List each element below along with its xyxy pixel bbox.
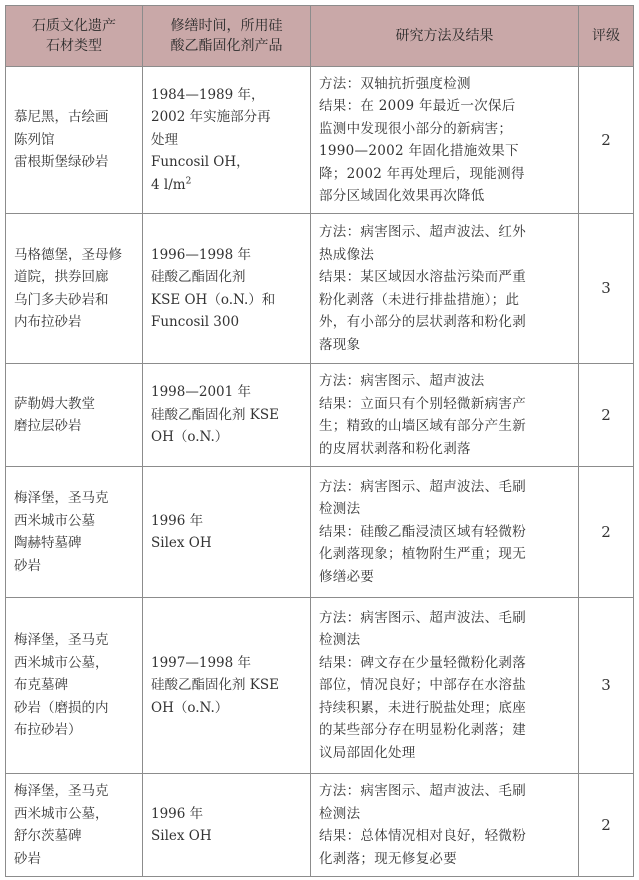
table-header-row (6, 6, 634, 67)
consolidation-results-table (5, 5, 634, 877)
heritage-cell: 梅泽堡，圣马克 西米城市公墓 陶赫特墓碑 砂岩 (6, 467, 143, 598)
heritage-cell: 马格德堡，圣母修 道院，拱券回廊 乌门多夫砂岩和 内布拉砂岩 (6, 214, 143, 364)
method-cell: 方法：双轴抗折强度检测 结果：在 2009 年最近一次保后 监测中发现很小部分的新病害； 1990—2002 年固化措施效果下 降；2002 年再处理后，现能测得 部分区域固化效果再次降低 (311, 67, 579, 214)
header-rating: 评级 (579, 6, 634, 67)
table-row (6, 467, 634, 598)
repair-unit: 4 l/m (151, 176, 186, 193)
table-row (6, 67, 634, 214)
table-row (6, 214, 634, 364)
repair-cell: 1997—1998 年 硅酸乙酯固化剂 KSE OH（o.N.） (143, 598, 311, 774)
rating-cell: 2 (579, 467, 634, 598)
header-heritage: 石质文化遗产 石材类型 (6, 6, 143, 67)
rating-cell: 2 (579, 67, 634, 214)
rating-cell: 2 (579, 774, 634, 877)
repair-cell: 1996 年 Silex OH (143, 774, 311, 877)
rating-cell: 2 (579, 364, 634, 467)
repair-unit-superscript: 2 (185, 176, 192, 187)
method-cell: 方法：病害图示、超声波法、毛刷 检测法 结果：总体情况相对良好，轻微粉 化剥落；现无修复必要 (311, 774, 579, 877)
heritage-cell: 梅泽堡，圣马克 西米城市公墓， 舒尔茨墓碑 砂岩 (6, 774, 143, 877)
header-repair: 修缮时间，所用硅 酸乙酯固化剂产品 (143, 6, 311, 67)
method-cell: 方法：病害图示、超声波法、毛刷 检测法 结果：碑文存在少量轻微粉化剥落 部位，情况良好；中部存在水溶盐 持续积累，未进行脱盐处理；底座 的某些部分存在明显粉化剥落；建 议局部固化处理 (311, 598, 579, 774)
header-method: 研究方法及结果 (311, 6, 579, 67)
method-cell: 方法：病害图示、超声波法、毛刷 检测法 结果：硅酸乙酯浸渍区域有轻微粉 化剥落现象；植物附生严重；现无 修缮必要 (311, 467, 579, 598)
rating-cell: 3 (579, 598, 634, 774)
method-cell: 方法：病害图示、超声波法 结果：立面只有个别轻微新病害产 生；精致的山墙区域有部分产生新 的皮屑状剥落和粉化剥落 (311, 364, 579, 467)
heritage-cell: 慕尼黑，古绘画 陈列馆 雷根斯堡绿砂岩 (6, 67, 143, 214)
heritage-cell: 萨勒姆大教堂 磨拉层砂岩 (6, 364, 143, 467)
document-table-container (5, 5, 633, 877)
method-cell: 方法：病害图示、超声波法、红外 热成像法 结果：某区域因水溶盐污染而严重 粉化剥落（未进行排盐措施）；此 外，有小部分的层状剥落和粉化剥 落现象 (311, 214, 579, 364)
table-row (6, 364, 634, 467)
rating-cell: 3 (579, 214, 634, 364)
repair-cell: 1996 年 Silex OH (143, 467, 311, 598)
table-row (6, 774, 634, 877)
heritage-cell: 梅泽堡，圣马克 西米城市公墓， 布克墓碑 砂岩（磨损的内 布拉砂岩） (6, 598, 143, 774)
repair-cell: 1996—1998 年 硅酸乙酯固化剂 KSE OH（o.N.）和 Funcosil 300 (143, 214, 311, 364)
table-row (6, 598, 634, 774)
repair-cell: 1984—1989 年， 2002 年实施部分再 处理 Funcosil OH， 4 $l/m^2$ (143, 67, 311, 214)
repair-cell: 1998—2001 年 硅酸乙酯固化剂 KSE OH（o.N.） (143, 364, 311, 467)
